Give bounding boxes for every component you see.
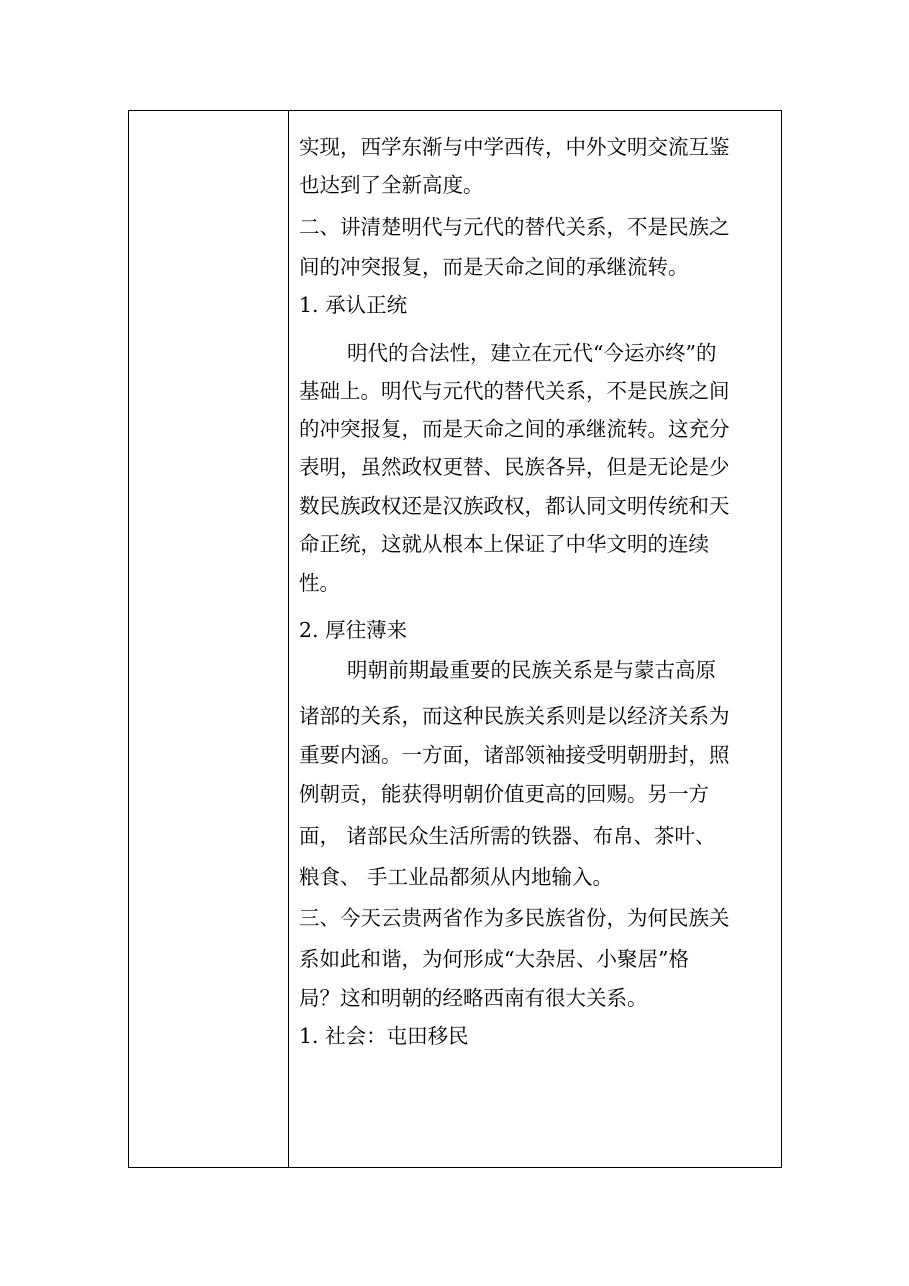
section-heading: 局？这和明朝的经略西南有很大关系。 (299, 986, 648, 1010)
section-heading: 二、讲清楚明代与元代的替代关系，不是民族之 (299, 215, 730, 239)
text-line: 例朝贡，能获得明朝价值更高的回赐。另一方 (299, 782, 709, 806)
text-line: 命正统，这就从根本上保证了中华文明的连续 (299, 532, 709, 556)
content-cell (290, 111, 781, 1167)
text-line: 明代的合法性，建立在元代“今运亦终”的 (347, 341, 717, 365)
document-table (128, 110, 782, 1168)
text-line: 实现，西学东渐与中学西传，中外文明交流互鉴 (299, 135, 730, 159)
text-line: 明朝前期最重要的民族关系是与蒙古高原 (347, 658, 716, 682)
text-line: 也达到了全新高度。 (299, 173, 484, 197)
section-heading: 三、今天云贵两省作为多民族省份，为何民族关 (299, 906, 730, 930)
section-heading: 间的冲突报复，而是天命之间的承继流转。 (299, 255, 689, 279)
text-line: 的冲突报复，而是天命之间的承继流转。这充分 (299, 417, 730, 441)
subsection-heading: 2. 厚往薄来 (299, 618, 408, 642)
text-line: 诸部的关系，而这种民族关系则是以经济关系为 (299, 704, 730, 728)
text-line: 面， 诸部民众生活所需的铁器、布帛、茶叶、 (299, 824, 716, 848)
left-column-cell (129, 111, 289, 1167)
subsection-heading: 1. 社会：屯田移民 (299, 1024, 469, 1048)
section-heading: 系如此和谐，为何形成“大杂居、小聚居”格 (299, 947, 689, 971)
text-line: 粮食、 手工业品都须从内地输入。 (299, 865, 614, 889)
text-line: 数民族政权还是汉族政权，都认同文明传统和天 (299, 494, 730, 518)
text-line: 基础上。明代与元代的替代关系，不是民族之间 (299, 379, 730, 403)
subsection-heading: 1. 承认正统 (299, 293, 408, 317)
text-line: 性。 (299, 571, 340, 595)
text-line: 表明，虽然政权更替、民族各异，但是无论是少 (299, 455, 730, 479)
text-line: 重要内涵。一方面，诸部领袖接受明朝册封，照 (299, 743, 730, 767)
